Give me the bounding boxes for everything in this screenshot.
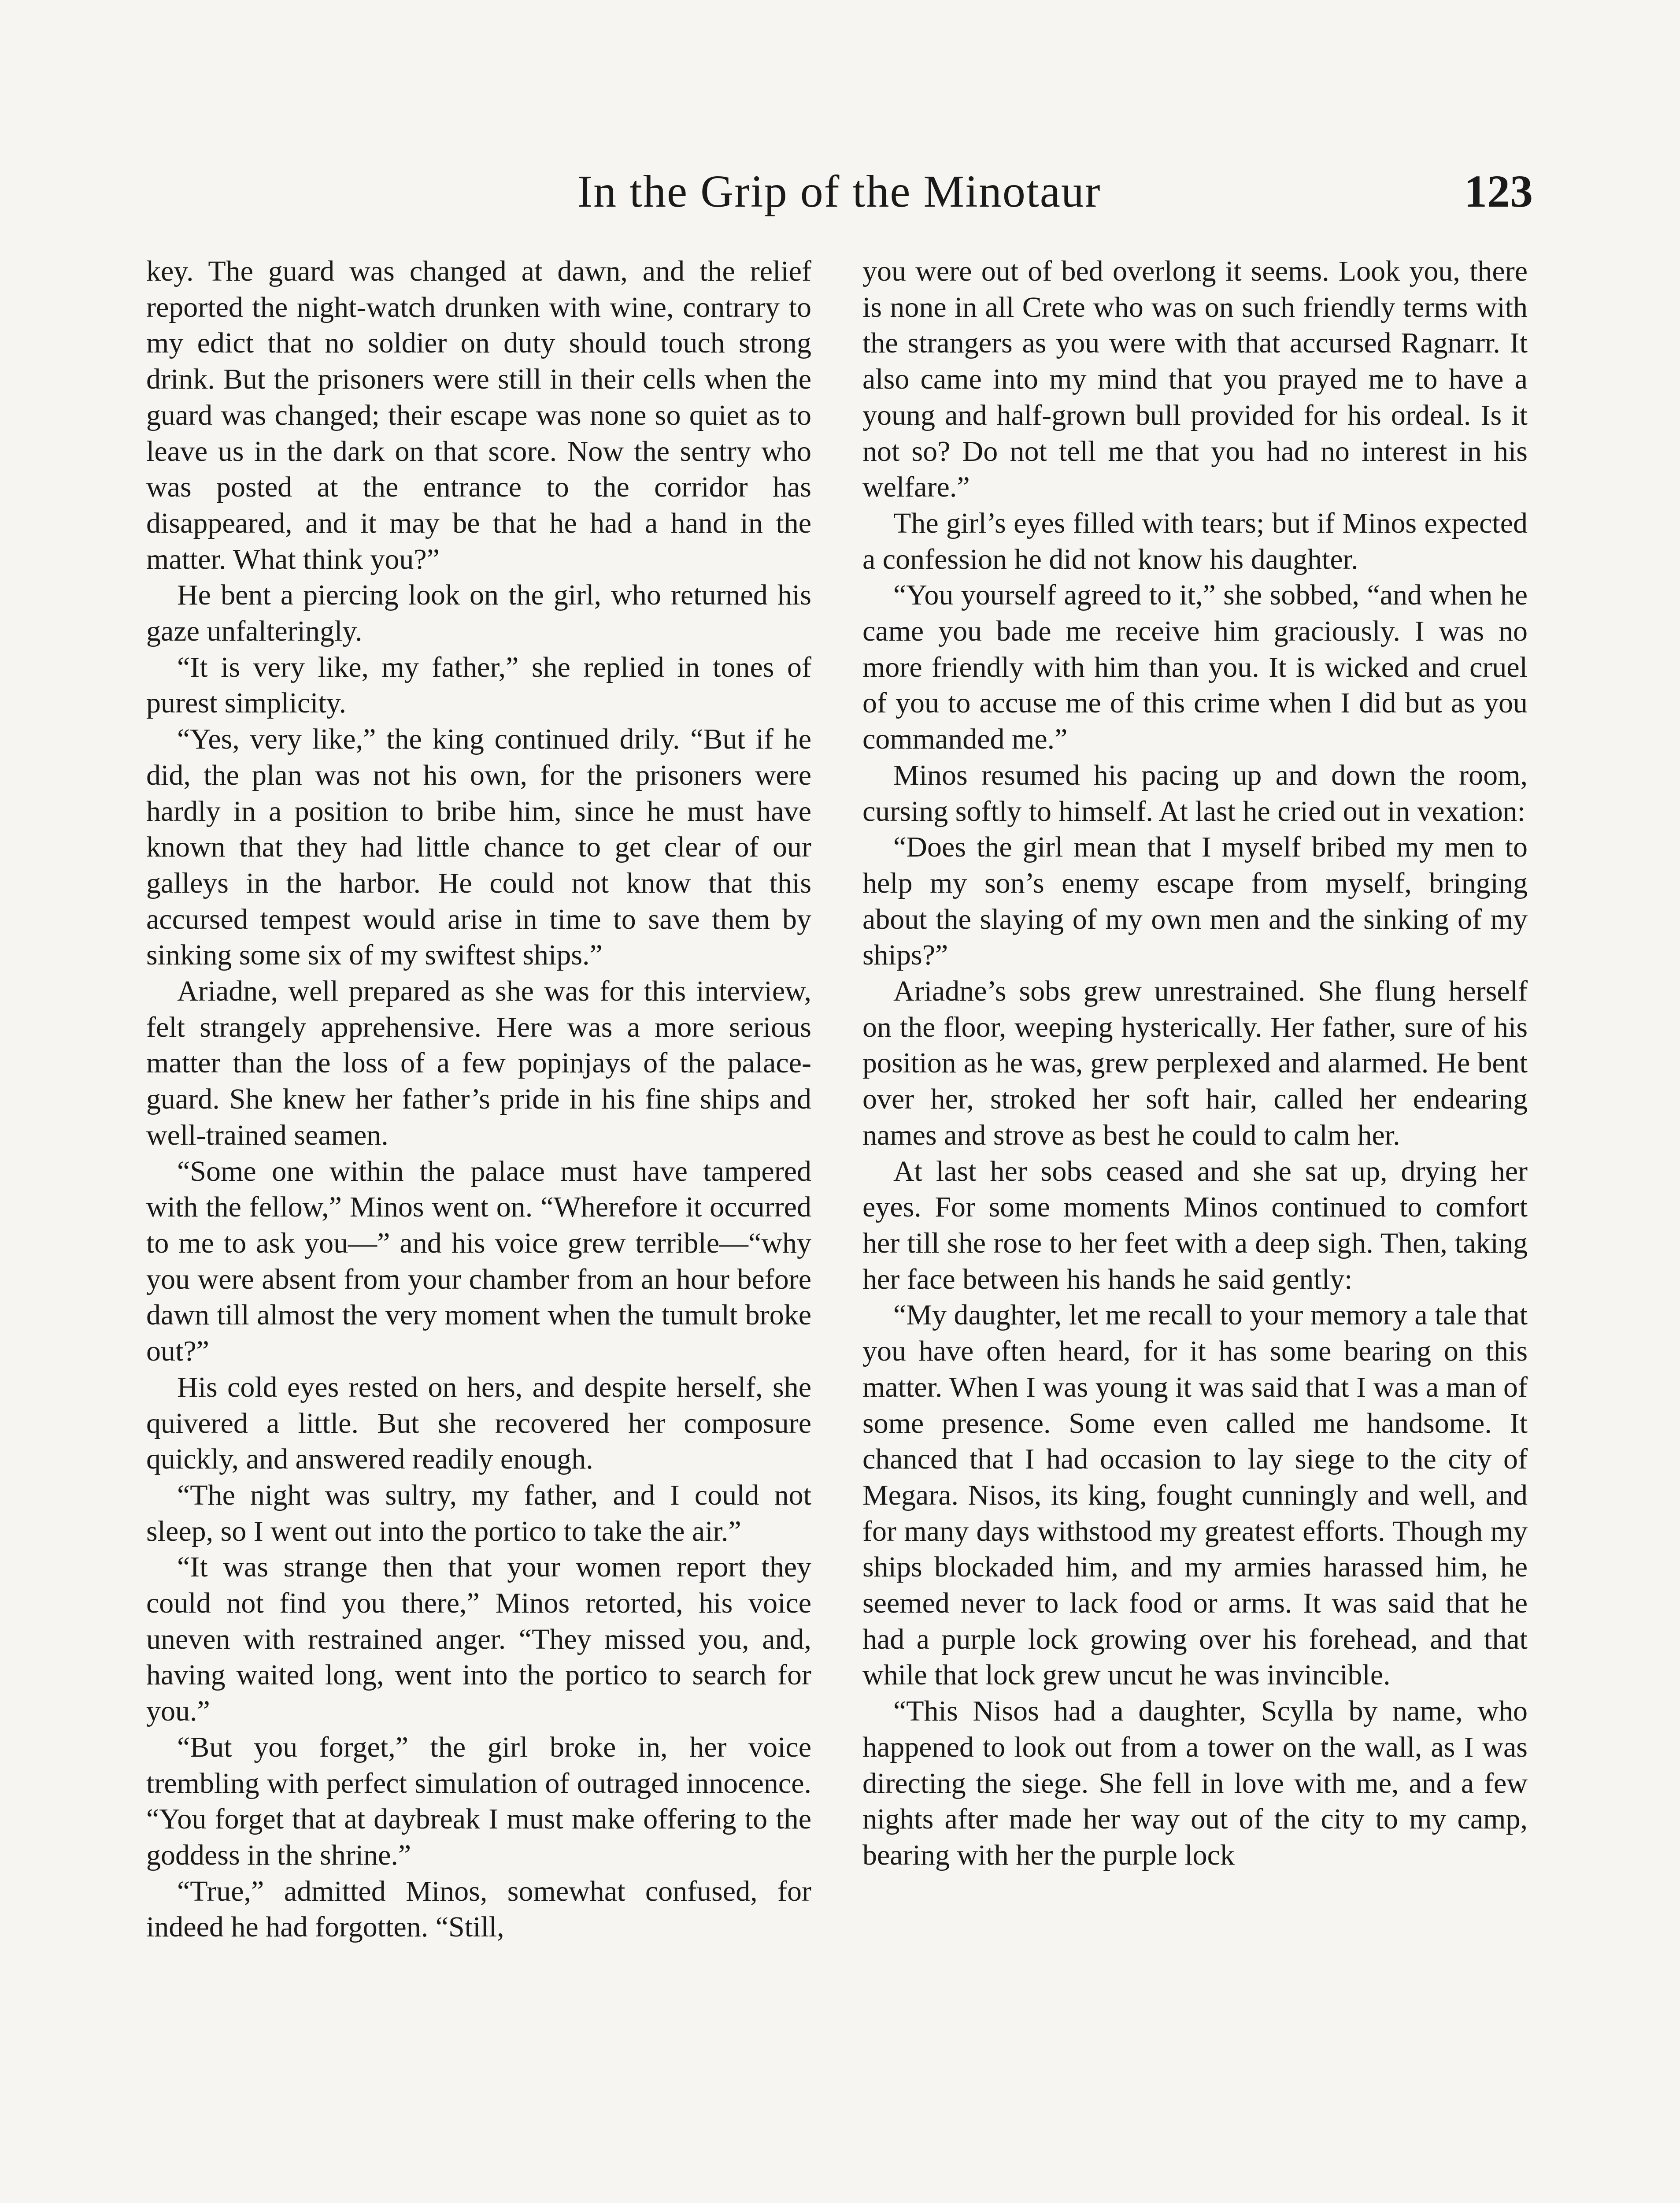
paragraph: “Some one within the palace must have tampered with the fellow,” Minos went on. “Wherefore it occurred to me to ask you—” and his voice grew terrible—“why you were absent from your chamber from an hour before dawn till almost the very moment when the tumult broke out?” [146, 1155, 811, 1368]
paragraph: “You yourself agreed to it,” she sobbed, “and when he came you bade me receive him graciously. I was no more friendly with him than you. It is wicked and cruel of you to accuse me of this crime when I did but as you commanded me.” [862, 579, 1528, 756]
page-number: 123 [1464, 166, 1533, 217]
paragraph: “This Nisos had a daughter, Scylla by name, who happened to look out from a tower on the wall, as I was directing the siege. She fell in love with me, and a few nights after made her way out of the city to my camp, bearing with her the purple lock [862, 1695, 1528, 1871]
paragraph: The girl’s eyes filled with tears; but if Minos expected a confession he did not know his daughter. [862, 507, 1528, 575]
paragraph: At last her sobs ceased and she sat up, drying her eyes. For some moments Minos continued to comfort her till she rose to her feet with a deep sigh. Then, taking her face between his hands he said gently: [862, 1155, 1528, 1295]
paragraph: “But you forget,” the girl broke in, her voice trembling with perfect simulation of outraged innocence. “You forget that at daybreak I must make offering to the goddess in the shrine.” [146, 1731, 811, 1871]
paragraph: “True,” admitted Minos, somewhat confused, for indeed he had forgotten. “Still, [146, 1875, 811, 1943]
paragraph: key. The guard was changed at dawn, and the relief reported the night-watch drunken with wine, contrary to my edict that no soldier on duty should touch strong drink. But the prisoners were still in their cells when the guard was changed; their escape was none so quiet as to leave us in the dark on that score. Now the sentry who was posted at the entrance to the corridor has disappeared, and it may be that he had a hand in the matter. What think you?” [146, 255, 811, 575]
paragraph: “Yes, very like,” the king continued drily. “But if he did, the plan was not his own, for the prisoners were hardly in a position to bribe him, since he must have known that they had little chance to get clear of our galleys in the harbor. He could not know that this accursed tempest would arise in time to save them by sinking some six of my swiftest ships.” [146, 723, 811, 972]
running-header [145, 159, 1533, 225]
right-column [862, 253, 1528, 1873]
paragraph: “It is very like, my father,” she replied in tones of purest simplicity. [146, 651, 811, 719]
paragraph: you were out of bed overlong it seems. Look you, there is none in all Crete who was on such friendly terms with the strangers as you were with that accursed Ragnarr. It also came into my mind that you prayed me to have a young and half-grown bull provided for his ordeal. Is it not so? Do not tell me that you had no interest in his welfare.” [862, 255, 1528, 504]
paragraph: Ariadne, well prepared as she was for this interview, felt strangely apprehensive. Here was a more serious matter than the loss of a few popinjays of the palace-guard. She knew her father’s pride in his fine ships and well-trained seamen. [146, 975, 811, 1151]
paragraph: “Does the girl mean that I myself bribed my men to help my son’s enemy escape from myself, bringing about the slaying of my own men and the sinking of my ships?” [862, 831, 1528, 972]
running-title: In the Grip of the Minotaur [577, 166, 1101, 217]
paragraph: His cold eyes rested on hers, and despite herself, she quivered a little. But she recovered her composure quickly, and answered readily enough. [146, 1371, 811, 1476]
paragraph: “It was strange then that your women report they could not find you there,” Minos retorted, his voice uneven with restrained anger. “They missed you, and, having waited long, went into the portico to search for you.” [146, 1551, 811, 1728]
paragraph: He bent a piercing look on the girl, who returned his gaze unfalteringly. [146, 579, 811, 648]
paragraph: “My daughter, let me recall to your memory a tale that you have often heard, for it has some bearing on this matter. When I was young it was said that I was a man of some presence. Some even called me handsome. It chanced that I had occasion to lay siege to the city of Megara. Nisos, its king, fought cunningly and well, and for many days withstood my greatest efforts. Though my ships blockaded him, and my armies harassed him, he seemed never to lack food or arms. It was said that he had a purple lock growing over his forehead, and that while that lock grew uncut he was invincible. [862, 1299, 1528, 1691]
paragraph: Ariadne’s sobs grew unrestrained. She flung herself on the floor, weeping hysterically. Her father, sure of his position as he was, grew perplexed and alarmed. He bent over her, stroked her soft hair, called her endearing names and strove as best he could to calm her. [862, 975, 1528, 1151]
paragraph: “The night was sultry, my father, and I could not sleep, so I went out into the portico to take the air.” [146, 1479, 811, 1547]
left-column [146, 253, 811, 1945]
paragraph: Minos resumed his pacing up and down the room, cursing softly to himself. At last he cried out in vexation: [862, 759, 1528, 827]
